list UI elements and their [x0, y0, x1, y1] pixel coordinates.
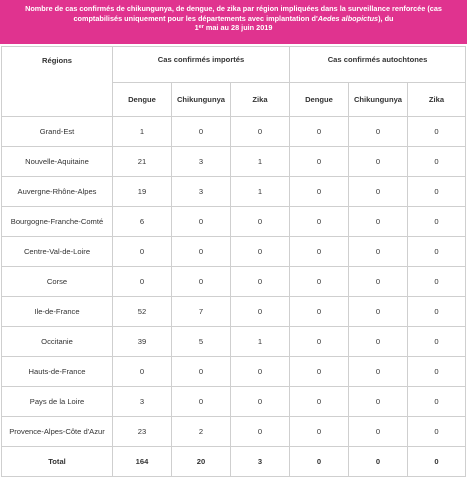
- value-cell: 0: [349, 207, 408, 237]
- value-cell: 0: [231, 207, 290, 237]
- table-row: [2, 327, 466, 357]
- value-cell: 0: [408, 207, 466, 237]
- value-cell: 5: [172, 327, 231, 357]
- total-row: [2, 447, 466, 477]
- region-cell: Grand-Est: [2, 117, 113, 147]
- column-header-dengue-autochthonous: Dengue: [290, 83, 349, 117]
- table-row: [2, 177, 466, 207]
- table-row: [2, 357, 466, 387]
- caption-date: 1er mai au 28 juin 2019: [194, 23, 273, 33]
- value-cell: 0: [172, 267, 231, 297]
- column-header-zika-imported: Zika: [231, 83, 290, 117]
- value-cell: 0: [408, 117, 466, 147]
- value-cell: 0: [408, 177, 466, 207]
- value-cell: 0: [349, 177, 408, 207]
- value-cell: 0: [349, 357, 408, 387]
- value-cell: 0: [349, 327, 408, 357]
- value-cell: 1: [231, 147, 290, 177]
- value-cell: 0: [172, 117, 231, 147]
- value-cell: 0: [113, 357, 172, 387]
- value-cell: 0: [349, 297, 408, 327]
- table-row: [2, 147, 466, 177]
- value-cell: 23: [113, 417, 172, 447]
- value-cell: 2: [172, 417, 231, 447]
- table-row: [2, 117, 466, 147]
- value-cell: 0: [408, 327, 466, 357]
- table-row: [2, 297, 466, 327]
- value-cell: 0: [290, 327, 349, 357]
- value-cell: 0: [172, 207, 231, 237]
- value-cell: 0: [290, 147, 349, 177]
- value-cell: 0: [349, 117, 408, 147]
- value-cell: 52: [113, 297, 172, 327]
- value-cell: 21: [113, 147, 172, 177]
- value-cell: 0: [408, 237, 466, 267]
- region-cell: Ile-de-France: [2, 297, 113, 327]
- cases-table: [1, 46, 466, 477]
- column-header-zika-autochthonous: Zika: [408, 83, 466, 117]
- value-cell: 0: [113, 267, 172, 297]
- total-label: Total: [2, 447, 113, 477]
- value-cell: 0: [231, 417, 290, 447]
- region-cell: Pays de la Loire: [2, 387, 113, 417]
- total-value-cell: 3: [231, 447, 290, 477]
- column-group-autochthonous: Cas confirmés autochtones: [290, 47, 466, 83]
- value-cell: 0: [231, 297, 290, 327]
- value-cell: 0: [408, 417, 466, 447]
- value-cell: 1: [231, 327, 290, 357]
- value-cell: 0: [349, 237, 408, 267]
- column-header-chikungunya-autochthonous: Chikungunya: [349, 83, 408, 117]
- value-cell: 1: [113, 117, 172, 147]
- value-cell: 0: [290, 357, 349, 387]
- value-cell: 0: [290, 387, 349, 417]
- value-cell: 0: [408, 387, 466, 417]
- value-cell: 0: [172, 357, 231, 387]
- value-cell: 0: [290, 417, 349, 447]
- value-cell: 3: [113, 387, 172, 417]
- value-cell: 0: [290, 297, 349, 327]
- value-cell: 3: [172, 147, 231, 177]
- region-cell: Hauts-de-France: [2, 357, 113, 387]
- value-cell: 19: [113, 177, 172, 207]
- total-value-cell: 0: [349, 447, 408, 477]
- species-name: Aedes albopictus: [317, 13, 379, 23]
- value-cell: 0: [349, 417, 408, 447]
- value-cell: 0: [231, 237, 290, 267]
- total-value-cell: 0: [290, 447, 349, 477]
- value-cell: 0: [172, 237, 231, 267]
- value-cell: 1: [231, 177, 290, 207]
- region-cell: Auvergne-Rhône-Alpes: [2, 177, 113, 207]
- value-cell: 0: [349, 147, 408, 177]
- value-cell: 0: [231, 267, 290, 297]
- header-row-groups: [2, 47, 466, 83]
- column-header-dengue-imported: Dengue: [113, 83, 172, 117]
- table-row: [2, 267, 466, 297]
- value-cell: 0: [349, 267, 408, 297]
- value-cell: 0: [231, 387, 290, 417]
- value-cell: 0: [290, 267, 349, 297]
- value-cell: 0: [290, 117, 349, 147]
- region-cell: Bourgogne-Franche-Comté: [2, 207, 113, 237]
- value-cell: 0: [349, 387, 408, 417]
- table-row: [2, 237, 466, 267]
- total-value-cell: 0: [408, 447, 466, 477]
- table-row: [2, 417, 466, 447]
- column-group-imported: Cas confirmés importés: [113, 47, 290, 83]
- region-cell: Provence-Alpes-Côte d'Azur: [2, 417, 113, 447]
- region-cell: Occitanie: [2, 327, 113, 357]
- region-cell: Nouvelle-Aquitaine: [2, 147, 113, 177]
- value-cell: 3: [172, 177, 231, 207]
- total-value-cell: 164: [113, 447, 172, 477]
- value-cell: 0: [231, 117, 290, 147]
- value-cell: 0: [231, 357, 290, 387]
- value-cell: 0: [408, 357, 466, 387]
- value-cell: 0: [290, 207, 349, 237]
- table-row: [2, 387, 466, 417]
- region-cell: Centre-Val-de-Loire: [2, 237, 113, 267]
- value-cell: 0: [113, 237, 172, 267]
- table-row: [2, 207, 466, 237]
- value-cell: 0: [408, 267, 466, 297]
- column-header-region: Régions: [2, 47, 113, 117]
- table-caption-banner: [0, 0, 467, 44]
- value-cell: 0: [290, 177, 349, 207]
- value-cell: 0: [290, 237, 349, 267]
- value-cell: 0: [408, 297, 466, 327]
- value-cell: 7: [172, 297, 231, 327]
- column-header-chikungunya-imported: Chikungunya: [172, 83, 231, 117]
- value-cell: 0: [408, 147, 466, 177]
- total-value-cell: 20: [172, 447, 231, 477]
- caption-text: Nombre de cas confirmés de chikungunya, de dengue, de zika par région impliquées dans la surveillance renforcée (cas comptabilisés uniquement pour les départements avec implantation d'Aedes albopictus), du 1er mai au 28 juin 2019: [6, 4, 461, 33]
- value-cell: 0: [172, 387, 231, 417]
- value-cell: 39: [113, 327, 172, 357]
- value-cell: 6: [113, 207, 172, 237]
- table-body: [2, 117, 466, 477]
- region-cell: Corse: [2, 267, 113, 297]
